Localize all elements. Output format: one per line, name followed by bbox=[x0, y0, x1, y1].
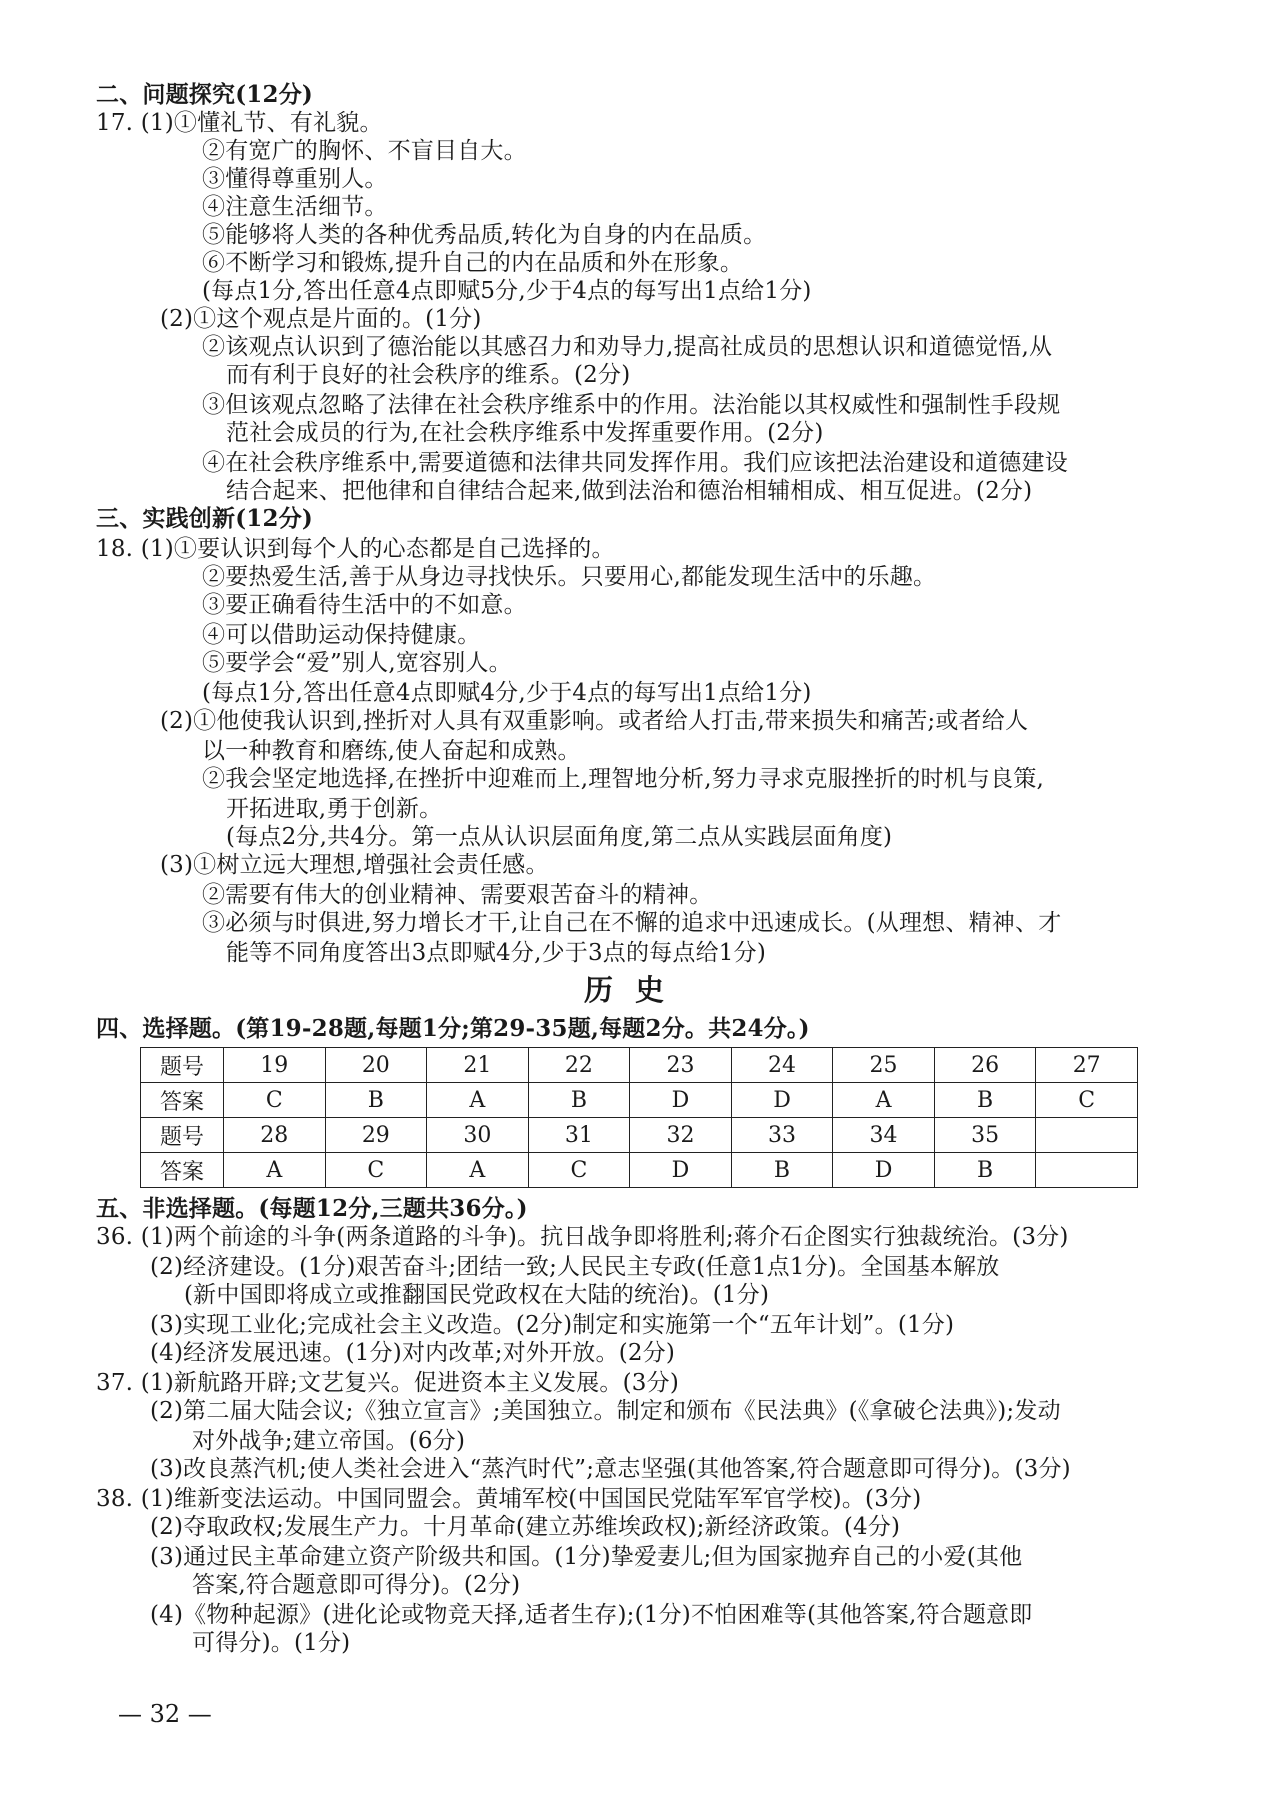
q18-part3-line: ②需要有伟大的创业精神、需要艰苦奋斗的精神。 bbox=[202, 882, 713, 908]
page-number: — 32 — bbox=[118, 1700, 212, 1728]
q17-part1-line: ④注意生活细节。 bbox=[202, 194, 388, 220]
question-number-cell: 35 bbox=[934, 1118, 1036, 1153]
q18-part1-line: 18. (1)①要认识到每个人的心态都是自己选择的。 bbox=[96, 536, 615, 562]
q18-part2-line: (2)①他使我认识到,挫折对人具有双重影响。或者给人打击,带来损失和痛苦;或者给人 bbox=[160, 708, 1029, 734]
answer-cell: D bbox=[731, 1083, 833, 1118]
table-row bbox=[141, 1118, 1138, 1153]
q36-line: (4)经济发展迅速。(1分)对内改革;对外开放。(2分) bbox=[150, 1340, 676, 1366]
q17-part2-line: 而有利于良好的社会秩序的维系。(2分) bbox=[226, 362, 631, 388]
q18-part2-line: 开拓进取,勇于创新。 bbox=[226, 796, 443, 822]
q38-line: 答案,符合题意即可得分)。(2分) bbox=[192, 1572, 521, 1598]
section-heading-3: 三、实践创新(12分) bbox=[96, 505, 313, 532]
q18-part1-line: ②要热爱生活,善于从身边寻找快乐。只要用心,都能发现生活中的乐趣。 bbox=[202, 564, 937, 590]
q38-line: (2)夺取政权;发展生产力。十月革命(建立苏维埃政权);新经济政策。(4分) bbox=[150, 1514, 901, 1540]
answer-cell: C bbox=[1036, 1083, 1138, 1118]
question-number-cell: 29 bbox=[325, 1118, 427, 1153]
answer-cell: A bbox=[833, 1083, 935, 1118]
q37-line: (3)改良蒸汽机;使人类社会进入“蒸汽时代”;意志坚强(其他答案,符合题意即可得分)。(3分) bbox=[150, 1456, 1071, 1482]
answer-cell bbox=[1036, 1153, 1138, 1188]
question-number-cell: 21 bbox=[427, 1048, 529, 1083]
q18-part1-line: ④可以借助运动保持健康。 bbox=[202, 622, 481, 648]
q18-part2-note: (每点2分,共4分。第一点从认识层面角度,第二点从实践层面角度) bbox=[226, 824, 893, 850]
row-label-answer: 答案 bbox=[141, 1083, 224, 1118]
answer-cell: D bbox=[630, 1153, 732, 1188]
answer-cell: C bbox=[224, 1083, 326, 1118]
answer-cell: C bbox=[528, 1153, 630, 1188]
answer-cell: A bbox=[427, 1083, 529, 1118]
question-number-cell: 30 bbox=[427, 1118, 529, 1153]
q18-part1-note: (每点1分,答出任意4点即赋4分,少于4点的每写出1点给1分) bbox=[202, 680, 812, 706]
answer-cell: B bbox=[731, 1153, 833, 1188]
q37-line: 37. (1)新航路开辟;文艺复兴。促进资本主义发展。(3分) bbox=[96, 1370, 679, 1396]
q36-line: (新中国即将成立或推翻国民党政权在大陆的统治)。(1分) bbox=[184, 1282, 770, 1308]
q38-line: (3)通过民主革命建立资产阶级共和国。(1分)挚爱妻儿;但为国家抛弃自己的小爱(其他 bbox=[150, 1544, 1023, 1570]
q36-line: (3)实现工业化;完成社会主义改造。(2分)制定和实施第一个“五年计划”。(1分) bbox=[150, 1312, 955, 1338]
row-label-answer: 答案 bbox=[141, 1153, 224, 1188]
question-number-cell: 34 bbox=[833, 1118, 935, 1153]
q36-line: (2)经济建设。(1分)艰苦奋斗;团结一致;人民民主专政(任意1点1分)。全国基本解放 bbox=[150, 1254, 1000, 1280]
q17-part2-line: ④在社会秩序维系中,需要道德和法律共同发挥作用。我们应该把法治建设和道德建设 bbox=[202, 450, 1068, 476]
question-number-cell: 26 bbox=[934, 1048, 1036, 1083]
answer-cell: B bbox=[325, 1083, 427, 1118]
question-number-cell bbox=[1036, 1118, 1138, 1153]
q17-part2-line: 范社会成员的行为,在社会秩序维系中发挥重要作用。(2分) bbox=[226, 420, 824, 446]
section-heading-5: 五、非选择题。(每题12分,三题共36分。) bbox=[96, 1195, 528, 1222]
q37-line: (2)第二届大陆会议;《独立宣言》;美国独立。制定和颁布《民法典》(《拿破仑法典》);发动 bbox=[150, 1398, 1061, 1424]
question-number-cell: 28 bbox=[224, 1118, 326, 1153]
q17-part2-line: (2)①这个观点是片面的。(1分) bbox=[160, 306, 482, 332]
question-number-cell: 33 bbox=[731, 1118, 833, 1153]
answer-cell: D bbox=[630, 1083, 732, 1118]
q18-part1-line: ③要正确看待生活中的不如意。 bbox=[202, 592, 527, 618]
q38-line: 38. (1)维新变法运动。中国同盟会。黄埔军校(中国国民党陆军军官学校)。(3分) bbox=[96, 1486, 922, 1512]
row-label-number: 题号 bbox=[141, 1118, 224, 1153]
answer-cell: C bbox=[325, 1153, 427, 1188]
q38-line: 可得分)。(1分) bbox=[192, 1630, 351, 1656]
section-heading-4: 四、选择题。(第19-28题,每题1分;第29-35题,每题2分。共24分。) bbox=[96, 1015, 810, 1042]
q17-part1-line: ⑤能够将人类的各种优秀品质,转化为自身的内在品质。 bbox=[202, 222, 767, 248]
q18-part1-line: ⑤要学会“爱”别人,宽容别人。 bbox=[202, 650, 512, 676]
question-number-cell: 32 bbox=[630, 1118, 732, 1153]
question-number-cell: 19 bbox=[224, 1048, 326, 1083]
table-row bbox=[141, 1153, 1138, 1188]
q17-part1-note: (每点1分,答出任意4点即赋5分,少于4点的每写出1点给1分) bbox=[202, 278, 812, 304]
row-label-number: 题号 bbox=[141, 1048, 224, 1083]
answer-cell: B bbox=[934, 1153, 1036, 1188]
q17-part1-line: ③懂得尊重别人。 bbox=[202, 166, 388, 192]
q17-part2-line: 结合起来、把他律和自律结合起来,做到法治和德治相辅相成、相互促进。(2分) bbox=[226, 478, 1033, 504]
answer-cell: A bbox=[427, 1153, 529, 1188]
answer-table bbox=[140, 1047, 1138, 1188]
q36-line: 36. (1)两个前途的斗争(两条道路的斗争)。抗日战争即将胜利;蒋介石企图实行独裁统治。(3分) bbox=[96, 1224, 1069, 1250]
answer-cell: B bbox=[934, 1083, 1036, 1118]
answer-cell: A bbox=[224, 1153, 326, 1188]
q17-part2-line: ③但该观点忽略了法律在社会秩序维系中的作用。法治能以其权威性和强制性手段规 bbox=[202, 392, 1061, 418]
question-number-cell: 27 bbox=[1036, 1048, 1138, 1083]
q37-line: 对外战争;建立帝国。(6分) bbox=[192, 1428, 466, 1454]
table-row bbox=[141, 1048, 1138, 1083]
q18-part2-line: 以一种教育和磨练,使人奋起和成熟。 bbox=[202, 738, 581, 764]
answer-cell: D bbox=[833, 1153, 935, 1188]
question-number-cell: 22 bbox=[528, 1048, 630, 1083]
q18-part2-line: ②我会坚定地选择,在挫折中迎难而上,理智地分析,努力寻求克服挫折的时机与良策, bbox=[202, 766, 1045, 792]
q17-part1-line: 17. (1)①懂礼节、有礼貌。 bbox=[96, 110, 383, 136]
question-number-cell: 23 bbox=[630, 1048, 732, 1083]
question-number-cell: 25 bbox=[833, 1048, 935, 1083]
q17-part1-line: ②有宽广的胸怀、不盲目自大。 bbox=[202, 138, 527, 164]
q18-part3-line: ③必须与时俱进,努力增长才干,让自己在不懈的追求中迅速成长。(从理想、精神、才 bbox=[202, 910, 1062, 936]
section-heading-2: 二、问题探究(12分) bbox=[96, 81, 313, 108]
q17-part1-line: ⑥不断学习和锻炼,提升自己的内在品质和外在形象。 bbox=[202, 250, 744, 276]
history-title: 历史 bbox=[584, 973, 687, 1007]
question-number-cell: 24 bbox=[731, 1048, 833, 1083]
question-number-cell: 20 bbox=[325, 1048, 427, 1083]
q18-part3-line: 能等不同角度答出3点即赋4分,少于3点的每点给1分) bbox=[226, 940, 767, 966]
q38-line: (4)《物种起源》(进化论或物竞天择,适者生存);(1分)不怕困难等(其他答案,符合题意即 bbox=[150, 1602, 1033, 1628]
table-row bbox=[141, 1083, 1138, 1118]
question-number-cell: 31 bbox=[528, 1118, 630, 1153]
q17-part2-line: ②该观点认识到了德治能以其感召力和劝导力,提高社成员的思想认识和道德觉悟,从 bbox=[202, 334, 1053, 360]
answer-cell: B bbox=[528, 1083, 630, 1118]
q18-part3-line: (3)①树立远大理想,增强社会责任感。 bbox=[160, 852, 549, 878]
